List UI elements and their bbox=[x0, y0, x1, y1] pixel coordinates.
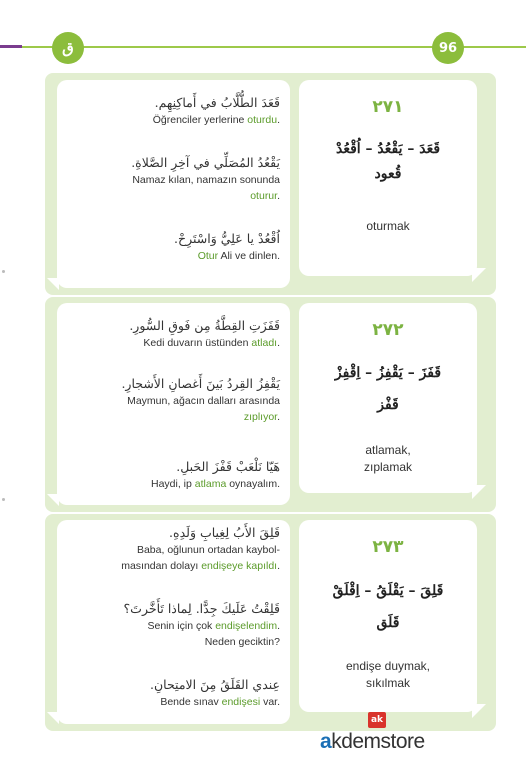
meaning-line: sıkılmak bbox=[365, 676, 410, 690]
example-arabic: اُقْعُدْ يا عَلِيُّ وَاسْتَرِحْ. bbox=[174, 231, 280, 246]
brand-rest: kdemstore bbox=[331, 730, 425, 753]
meaning bbox=[299, 658, 477, 692]
meaning bbox=[299, 218, 477, 235]
bubble-tail bbox=[47, 712, 59, 724]
verb-forms: قَلِقَ – يَقْلَقُ – اِقْلَقْ bbox=[332, 583, 444, 599]
example-turkish: Namaz kılan, namazın sonunda oturur. bbox=[132, 174, 280, 202]
example bbox=[62, 317, 280, 351]
example-turkish: Kedi duvarın üstünden atladı. bbox=[143, 337, 280, 349]
example-turkish: Maymun, ağacın dalları arasında zıplıyor. bbox=[127, 395, 280, 423]
example-turkish: Otur Ali ve dinlen. bbox=[197, 250, 280, 262]
header-rule-accent bbox=[0, 45, 22, 48]
example-turkish: Öğrenciler yerlerine oturdu. bbox=[152, 114, 280, 126]
example bbox=[62, 676, 280, 710]
bubble-tail bbox=[47, 494, 59, 506]
brand-prefix: a bbox=[320, 730, 332, 753]
section-letter: ق bbox=[62, 39, 74, 57]
akdemstore-watermark bbox=[320, 712, 470, 762]
example-turkish: Baba, oğlunun ortadan kaybol- masından dolayı endişeye kapıldı. bbox=[121, 544, 280, 572]
example-arabic: قَلِقْتُ عَلَيكَ جِدًّا. لِماذا تَأَخَّرتَ؟ bbox=[123, 601, 280, 616]
example bbox=[62, 524, 280, 574]
entry-number: ٢٧٣ bbox=[372, 537, 404, 557]
logo-box-text: ak bbox=[370, 715, 384, 725]
section-letter-badge bbox=[52, 32, 84, 64]
masdar: قَفْز bbox=[377, 397, 399, 413]
page-number-badge bbox=[432, 32, 464, 64]
bubble-tail bbox=[472, 485, 486, 499]
bubble-tail bbox=[472, 268, 486, 282]
meaning-line: oturmak bbox=[366, 219, 410, 233]
brand-name bbox=[320, 730, 425, 754]
example-arabic: هَيّا نَلْعَبْ قَفْزَ الحَبلِ. bbox=[176, 459, 280, 474]
edge-mark bbox=[2, 498, 5, 501]
verb-forms: قَعَدَ – يَقْعُدُ – اُقْعُدْ bbox=[335, 141, 441, 157]
masdar: قَلَق bbox=[376, 615, 400, 631]
edge-mark bbox=[2, 270, 5, 273]
bubble-tail bbox=[472, 704, 486, 718]
example bbox=[62, 154, 280, 204]
example bbox=[62, 94, 280, 128]
bubble-tail bbox=[47, 278, 59, 290]
example-arabic: قَلِقَ الأَبُ لِغِيابِ وَلَدِهِ. bbox=[169, 525, 280, 540]
page-number: 96 bbox=[438, 40, 458, 56]
example bbox=[62, 375, 280, 425]
example-arabic: يَقْفِزُ القِردُ بَينَ أَغصانِ الأَشجارِ. bbox=[121, 376, 280, 391]
meaning-line: endişe duymak, bbox=[345, 659, 431, 673]
example-turkish: Senin için çok endişelendim. Neden geciktin? bbox=[147, 620, 280, 648]
example bbox=[62, 600, 280, 650]
example-arabic: قَفَزَتِ القِطَّةُ مِن فَوقِ السُّورِ. bbox=[129, 318, 280, 333]
verb-forms: قَفَزَ – يَقْفِزُ – اِقْفِزْ bbox=[334, 365, 442, 381]
example-turkish: Bende sınav endişesi var. bbox=[160, 696, 280, 708]
entry-number: ٢٧١ bbox=[372, 97, 404, 117]
example bbox=[62, 458, 280, 492]
meaning-line: atlamak, bbox=[365, 443, 411, 457]
example bbox=[62, 230, 280, 264]
masdar: قُعود bbox=[374, 166, 402, 182]
example-turkish: Haydi, ip atlama oynayalım. bbox=[151, 478, 280, 490]
book-logo-icon bbox=[368, 712, 386, 728]
example-arabic: يَقْعُدُ المُصَلِّي في آخِرِ الصَّلاةِ. bbox=[131, 155, 280, 170]
example-arabic: قَعَدَ الطُّلَّابُ في أَماكِنِهِم. bbox=[154, 95, 280, 110]
meaning-line: zıplamak bbox=[363, 460, 413, 474]
entry-number: ٢٧٢ bbox=[372, 320, 404, 340]
example-arabic: عِندي القَلَقُ مِنَ الامتِحانِ. bbox=[150, 677, 280, 692]
meaning bbox=[299, 442, 477, 476]
